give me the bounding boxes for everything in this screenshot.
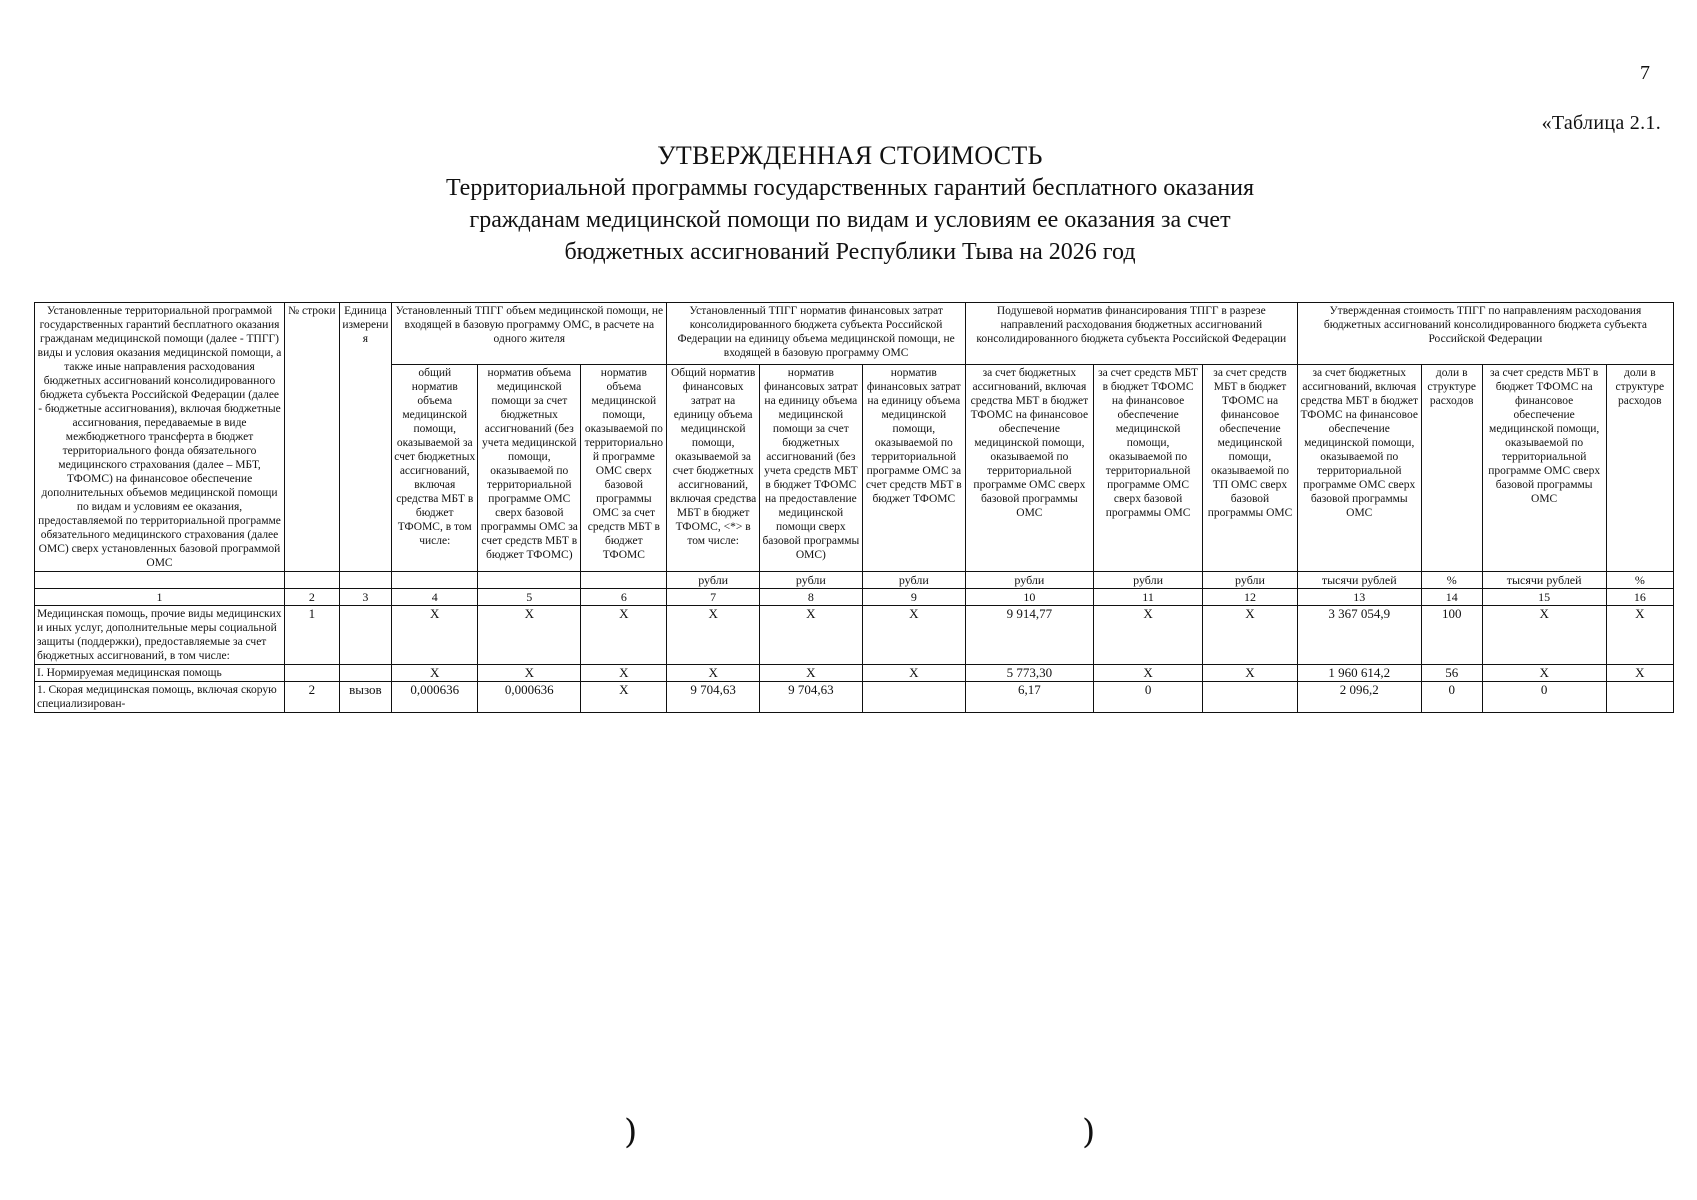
col-number: 3 [339, 589, 392, 606]
table-cell [285, 665, 340, 682]
table-cell: X [1093, 606, 1202, 665]
table-cell: X [392, 606, 478, 665]
table-cell: 2 096,2 [1297, 682, 1421, 713]
table-cell: X [667, 665, 759, 682]
title-line-3: гражданам медицинской помощи по видам и условиям ее оказания за счет [469, 207, 1231, 233]
table-cell: 56 [1421, 665, 1482, 682]
table-cell [1606, 682, 1673, 713]
header-group-4: Утвержденная стоимость ТПГГ по направлениям расходования бюджетных ассигнований консолидированного бюджета субъекта Российской Федерации [1297, 303, 1673, 365]
header-group-1: Установленный ТПГГ объем медицинской помощи, не входящей в базовую программу ОМС, в расчете на одного жителя [392, 303, 667, 365]
page-number: 7 [1640, 62, 1650, 84]
title-line-4: бюджетных ассигнований Республики Тыва на 2026 год [564, 239, 1136, 265]
bottom-mark-right: ) [1082, 1112, 1096, 1152]
table-cell [862, 682, 965, 713]
table-cell: 9 704,63 [667, 682, 759, 713]
table-cell [339, 606, 392, 665]
unit-cell: % [1421, 572, 1482, 589]
col-number: 1 [35, 589, 285, 606]
header-group-3: Подушевой норматив финансирования ТПГГ в разрезе направлений расходования бюджетных ассигнований консолидированного бюджета субъекта Российской Федерации [965, 303, 1297, 365]
header-col-1: Установленные территориальной программой государственных гарантий бесплатного оказания гражданам медицинской помощи (далее - ТПГГ) виды и условия оказания медицинской помощи, а также иные направления расходования бюджетных ассигнований консолидированного бюджета субъекта Российской Федерации (далее - бюджетные ассигнования), включая бюджетные ассигнования, передаваемые в виде межбюджетного трансферта в бюджет территориального фонда обязательного медицинского страхования (далее – МБТ, ТФОМС) на финансовое обеспечение дополнительных объемов медицинской помощи по видам и условиям ее оказания, предоставляемой по территориальной программе обязательного медицинского страхования (далее ОМС) сверх установленных базовой программой ОМС [35, 303, 285, 572]
header-sub-5: норматив объема медицинской помощи за счет бюджетных ассигнований (без учета медицинской помощи, оказываемой по территориальной программе ОМС сверх базовой программы ОМС за счет средств МБТ в бюджет ТФОМС) [478, 364, 581, 572]
table-cell: 0,000636 [478, 682, 581, 713]
header-sub-6: норматив объема медицинской помощи, оказываемой по территориальной программе ОМС сверх базовой программы ОМС за счет средств МБТ в бюджет ТФОМС [581, 364, 667, 572]
header-sub-9: норматив финансовых затрат на единицу объема медицинской помощи, оказываемой по территориальной программе ОМС за счет средств МБТ в бюджет ТФОМС [862, 364, 965, 572]
title-line-1: УТВЕРЖДЕННАЯ СТОИМОСТЬ [657, 141, 1043, 170]
table-cell: X [1606, 606, 1673, 665]
row-label: I. Нормируемая медицинская помощь [35, 665, 285, 682]
unit-cell: % [1606, 572, 1673, 589]
header-row-groups [35, 303, 1674, 365]
table-cell: X [862, 665, 965, 682]
col-number: 2 [285, 589, 340, 606]
table-cell: 9 704,63 [759, 682, 862, 713]
header-group-2: Установленный ТПГГ норматив финансовых затрат консолидированного бюджета субъекта Российской Федерации на единицу объема медицинской помощи, не входящей в базовую программу ОМС [667, 303, 965, 365]
col-number: 11 [1093, 589, 1202, 606]
table-row [35, 665, 1674, 682]
header-sub-15: за счет средств МБТ в бюджет ТФОМС на финансовое обеспечение медицинской помощи, оказываемой по территориальной программе ОМС сверх базовой программы ОМС [1482, 364, 1606, 572]
header-col-3: Единица измерения [339, 303, 392, 572]
unit-cell [581, 572, 667, 589]
col-number: 5 [478, 589, 581, 606]
bottom-mark-left: ) [624, 1112, 638, 1152]
unit-cell: рубли [965, 572, 1093, 589]
col-number: 10 [965, 589, 1093, 606]
col-number: 8 [759, 589, 862, 606]
table-cell: X [581, 682, 667, 713]
unit-cell: рубли [1093, 572, 1202, 589]
table-cell: 0,000636 [392, 682, 478, 713]
unit-cell: рубли [862, 572, 965, 589]
col-number: 6 [581, 589, 667, 606]
header-sub-8: норматив финансовых затрат на единицу объема медицинской помощи за счет бюджетных ассигнований (без учета средств МБТ в бюджет ТФОМС на предоставление медицинской помощи сверх базовой программы ОМС) [759, 364, 862, 572]
table-cell: X [1482, 606, 1606, 665]
cost-table [34, 302, 1674, 713]
header-col-2: № строки [285, 303, 340, 572]
col-number: 12 [1203, 589, 1298, 606]
unit-cell: рубли [759, 572, 862, 589]
table-cell: X [478, 665, 581, 682]
col-number: 14 [1421, 589, 1482, 606]
header-sub-12: за счет средств МБТ в бюджет ТФОМС на финансовое обеспечение медицинской помощи, оказываемой по ТП ОМС сверх базовой программы ОМС [1203, 364, 1298, 572]
table-cell: 0 [1421, 682, 1482, 713]
unit-cell: тысячи рублей [1482, 572, 1606, 589]
unit-cell [339, 572, 392, 589]
header-sub-16: доли в структуре расходов [1606, 364, 1673, 572]
col-number: 13 [1297, 589, 1421, 606]
header-sub-14: доли в структуре расходов [1421, 364, 1482, 572]
table-cell: 1 960 614,2 [1297, 665, 1421, 682]
table-cell: 9 914,77 [965, 606, 1093, 665]
table-cell: X [581, 665, 667, 682]
table-row [35, 682, 1674, 713]
header-row-units [35, 572, 1674, 589]
header-sub-10: за счет бюджетных ассигнований, включая средства МБТ в бюджет ТФОМС на финансовое обеспечение медицинской помощи, оказываемой по территориальной программе ОМС сверх базовой программы ОМС [965, 364, 1093, 572]
unit-cell [478, 572, 581, 589]
unit-cell [285, 572, 340, 589]
table-row [35, 606, 1674, 665]
table-cell: X [1482, 665, 1606, 682]
table-cell: 100 [1421, 606, 1482, 665]
table-cell: X [759, 665, 862, 682]
unit-cell: рубли [1203, 572, 1298, 589]
col-number: 7 [667, 589, 759, 606]
unit-cell [392, 572, 478, 589]
unit-cell: тысячи рублей [1297, 572, 1421, 589]
table-cell: 3 367 054,9 [1297, 606, 1421, 665]
col-number: 4 [392, 589, 478, 606]
table-cell: X [392, 665, 478, 682]
table-cell: 6,17 [965, 682, 1093, 713]
header-sub-4: общий норматив объема медицинской помощи, оказываемой за счет бюджетных ассигнований, включая средства МБТ в бюджет ТФОМС, в том числе: [392, 364, 478, 572]
header-sub-11: за счет средств МБТ в бюджет ТФОМС на финансовое обеспечение медицинской помощи, оказываемой по территориальной программе ОМС сверх базовой программы ОМС [1093, 364, 1202, 572]
table-cell: X [1093, 665, 1202, 682]
table-cell: X [478, 606, 581, 665]
header-sub-7: Общий норматив финансовых затрат на единицу объема медицинской помощи, оказываемой за счет бюджетных ассигнований, включая средства МБТ в бюджет ТФОМС, <*> в том числе: [667, 364, 759, 572]
table-cell: X [862, 606, 965, 665]
header-row-col-numbers [35, 589, 1674, 606]
table-cell: 0 [1093, 682, 1202, 713]
table-cell: 5 773,30 [965, 665, 1093, 682]
col-number: 9 [862, 589, 965, 606]
table-cell: вызов [339, 682, 392, 713]
table-cell: X [759, 606, 862, 665]
unit-cell [35, 572, 285, 589]
table-cell: X [581, 606, 667, 665]
table-cell: 2 [285, 682, 340, 713]
header-sub-13: за счет бюджетных ассигнований, включая средства МБТ в бюджет ТФОМС на финансовое обеспечение медицинской помощи, оказываемой по территориальной программе ОМС сверх базовой программы ОМС [1297, 364, 1421, 572]
table-cell: X [1606, 665, 1673, 682]
title-line-2: Территориальной программы государственных гарантий бесплатного оказания [445, 175, 1255, 201]
table-cell [1203, 682, 1298, 713]
row-label: Медицинская помощь, прочие виды медицинских и иных услуг, дополнительные меры социальной защиты (поддержки), предоставляемые за счет бюджетных ассигнований, в том числе: [35, 606, 285, 665]
col-number: 16 [1606, 589, 1673, 606]
table-cell: X [1203, 606, 1298, 665]
table-cell: 0 [1482, 682, 1606, 713]
unit-cell: рубли [667, 572, 759, 589]
row-label: 1. Скорая медицинская помощь, включая скорую специализирован- [35, 682, 285, 713]
table-reference: «Таблица 2.1. [1541, 112, 1661, 134]
table-cell: X [1203, 665, 1298, 682]
col-number: 15 [1482, 589, 1606, 606]
table-cell: 1 [285, 606, 340, 665]
table-cell [339, 665, 392, 682]
document-title [300, 140, 1400, 268]
table-cell: X [667, 606, 759, 665]
